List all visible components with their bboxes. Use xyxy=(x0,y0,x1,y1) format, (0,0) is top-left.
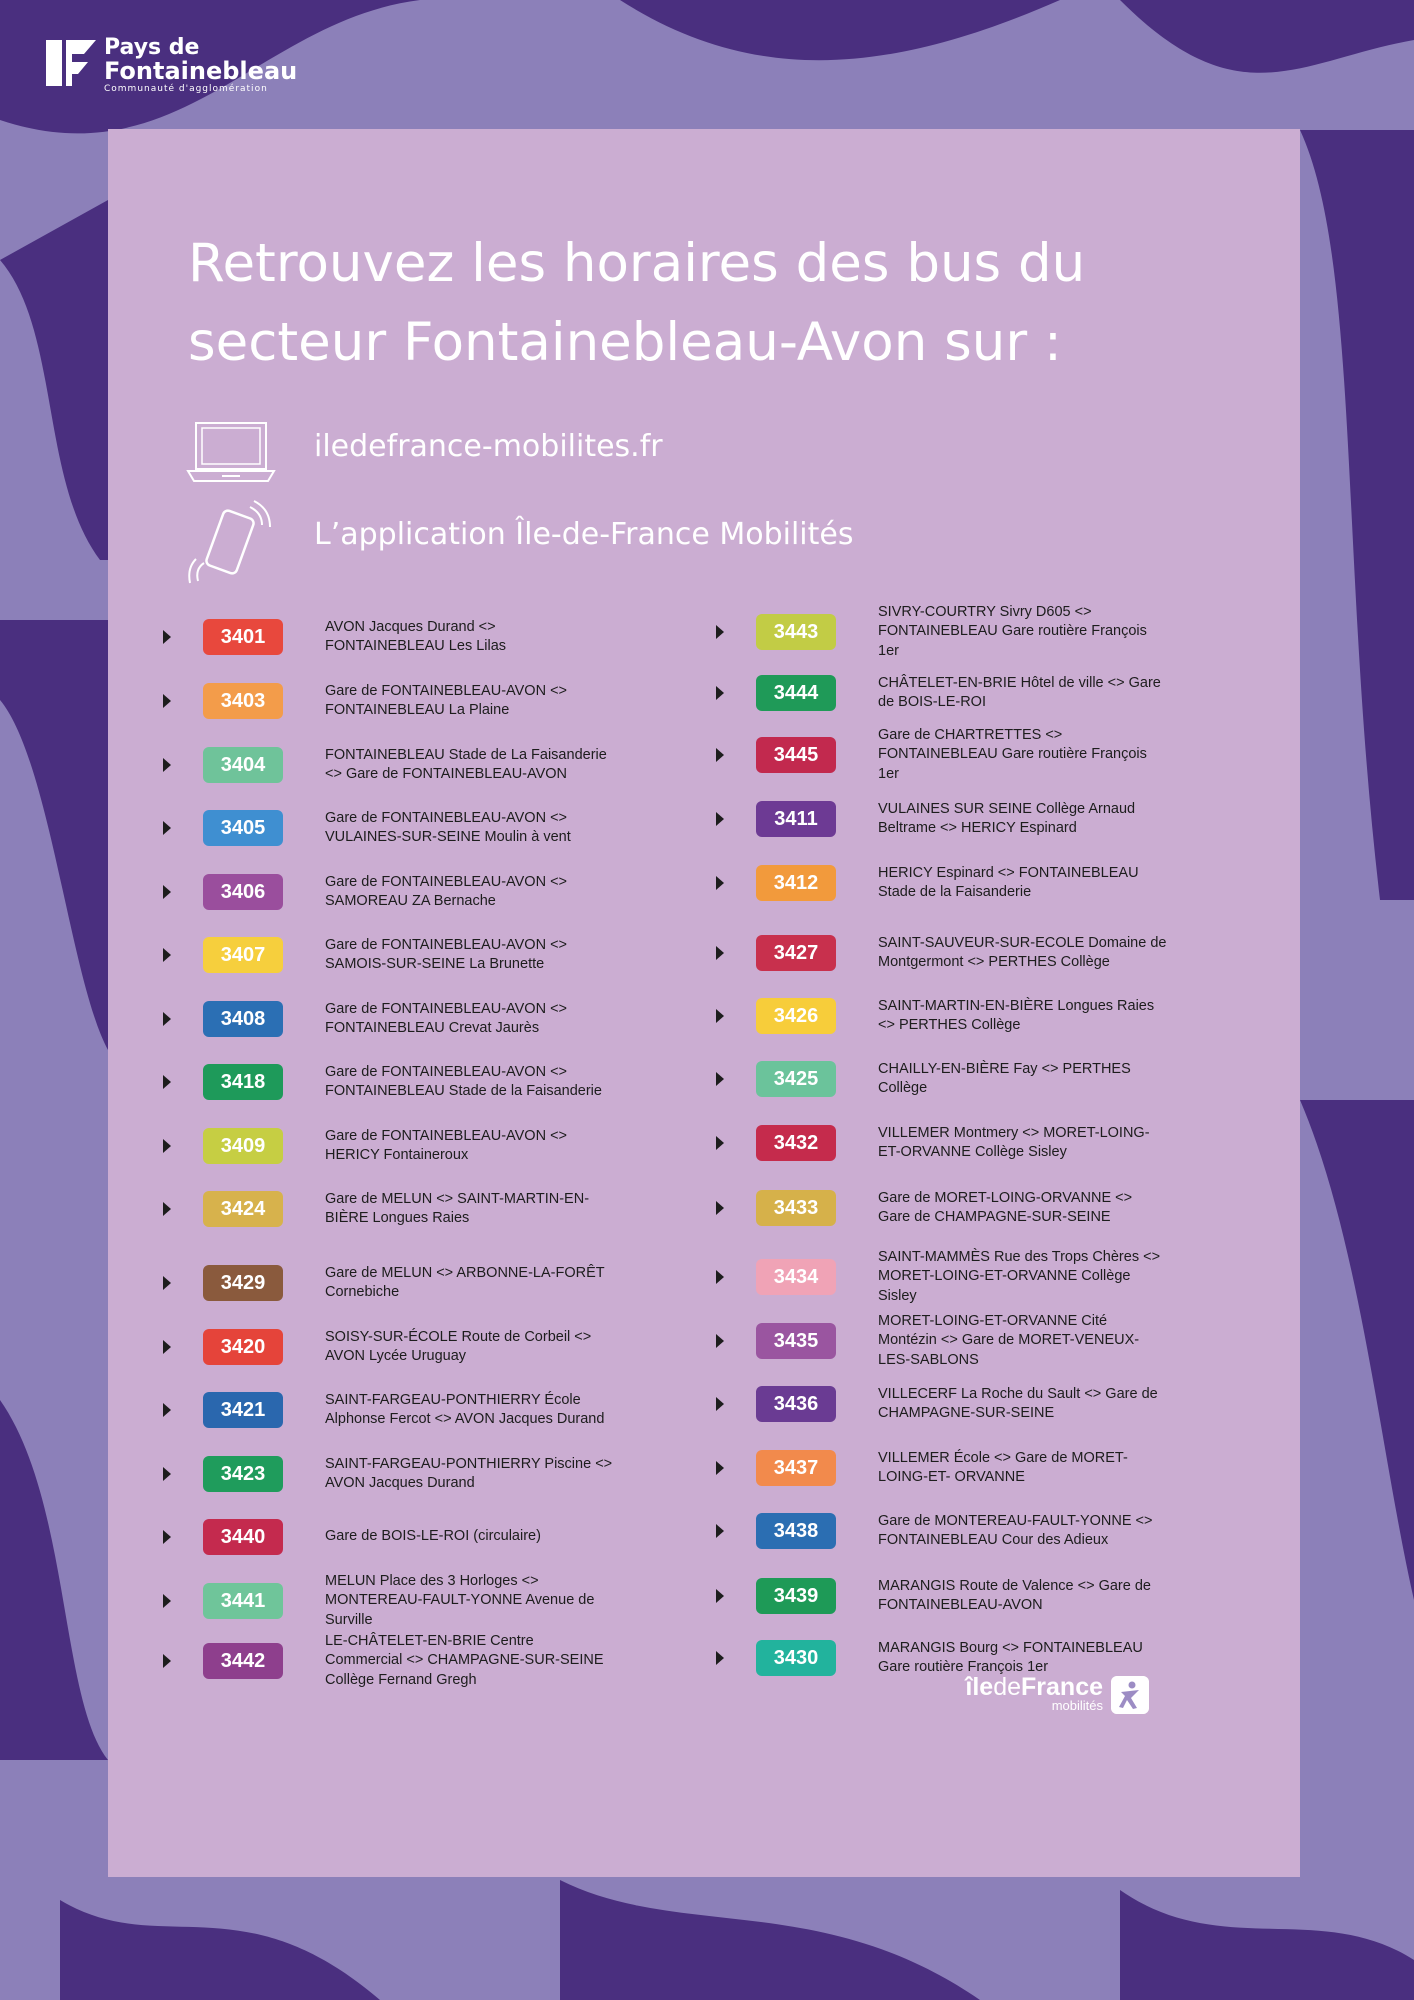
play-triangle-icon xyxy=(716,1334,724,1348)
route-number-badge[interactable]: 3440 xyxy=(203,1519,283,1555)
route-number-badge[interactable]: 3405 xyxy=(203,810,283,846)
info-panel xyxy=(108,129,1300,1877)
route-number-badge[interactable]: 3444 xyxy=(756,675,836,711)
route-number-badge[interactable]: 3438 xyxy=(756,1513,836,1549)
route-description: MELUN Place des 3 Horloges <> MONTEREAU-FAULT-YONNE Avenue de Surville xyxy=(325,1572,595,1628)
play-triangle-icon xyxy=(716,946,724,960)
route-description: Gare de MORET-LOING-ORVANNE <> Gare de CHAMPAGNE-SUR-SEINE xyxy=(878,1189,1133,1225)
play-triangle-icon xyxy=(716,625,724,639)
route-description: FONTAINEBLEAU Stade de La Faisanderie <> Gare de FONTAINEBLEAU-AVON xyxy=(325,746,607,782)
pays-de-fontainebleau-logo xyxy=(42,34,302,94)
route-description: LE-CHÂTELET-EN-BRIE Centre Commercial <> CHAMPAGNE-SUR-SEINE Collège Fernand Gregh xyxy=(325,1632,604,1688)
play-triangle-icon xyxy=(163,821,171,835)
headline-line-2: secteur Fontainebleau-Avon sur : xyxy=(188,312,1062,373)
route-description: Gare de CHARTRETTES <> FONTAINEBLEAU Gare routière François 1er xyxy=(878,726,1147,782)
play-triangle-icon xyxy=(163,1276,171,1290)
route-number-badge[interactable]: 3443 xyxy=(756,614,836,650)
route-description: AVON Jacques Durand <> FONTAINEBLEAU Les Lilas xyxy=(325,618,507,654)
route-number-badge[interactable]: 3442 xyxy=(203,1643,283,1679)
route-number-badge[interactable]: 3408 xyxy=(203,1001,283,1037)
play-triangle-icon xyxy=(163,1403,171,1417)
route-description: CHAILLY-EN-BIÈRE Fay <> PERTHES Collège xyxy=(878,1060,1131,1096)
play-triangle-icon xyxy=(163,1202,171,1216)
route-number-badge[interactable]: 3406 xyxy=(203,874,283,910)
idf-subtitle: mobilités xyxy=(1051,1698,1103,1713)
route-number-badge[interactable]: 3409 xyxy=(203,1128,283,1164)
route-number-badge[interactable]: 3411 xyxy=(756,801,836,837)
route-description: MARANGIS Bourg <> FONTAINEBLEAU Gare routière François 1er xyxy=(878,1639,1143,1675)
route-number-badge[interactable]: 3404 xyxy=(203,747,283,783)
idf-word-de: de xyxy=(993,1673,1022,1701)
play-triangle-icon xyxy=(716,876,724,890)
play-triangle-icon xyxy=(163,630,171,644)
route-number-badge[interactable]: 3426 xyxy=(756,998,836,1034)
website-link[interactable]: iledefrance-mobilites.fr xyxy=(314,429,663,464)
route-number-badge[interactable]: 3437 xyxy=(756,1450,836,1486)
route-description: Gare de FONTAINEBLEAU-AVON <> SAMOIS-SUR-SEINE La Brunette xyxy=(325,936,568,972)
play-triangle-icon xyxy=(163,694,171,708)
play-triangle-icon xyxy=(163,1654,171,1668)
route-number-badge[interactable]: 3433 xyxy=(756,1190,836,1226)
route-description: SOISY-SUR-ÉCOLE Route de Corbeil <> AVON Lycée Uruguay xyxy=(325,1328,592,1364)
route-description: Gare de FONTAINEBLEAU-AVON <> FONTAINEBLEAU Crevat Jaurès xyxy=(325,1000,568,1036)
play-triangle-icon xyxy=(163,1075,171,1089)
route-description: Gare de FONTAINEBLEAU-AVON <> VULAINES-SUR-SEINE Moulin à vent xyxy=(325,809,571,845)
route-number-badge[interactable]: 3439 xyxy=(756,1578,836,1614)
play-triangle-icon xyxy=(163,1467,171,1481)
laptop-icon xyxy=(186,419,276,485)
route-description: Gare de BOIS-LE-ROI (circulaire) xyxy=(325,1528,541,1544)
fontainebleau-emblem-icon xyxy=(42,34,100,92)
route-description: SIVRY-COURTRY Sivry D605 <> FONTAINEBLEAU Gare routière François 1er xyxy=(878,603,1147,659)
route-description: Gare de MONTEREAU-FAULT-YONNE <> FONTAINEBLEAU Cour des Adieux xyxy=(878,1512,1153,1548)
route-number-badge[interactable]: 3427 xyxy=(756,935,836,971)
route-number-badge[interactable]: 3424 xyxy=(203,1191,283,1227)
route-number-badge[interactable]: 3445 xyxy=(756,737,836,773)
play-triangle-icon xyxy=(163,1530,171,1544)
play-triangle-icon xyxy=(716,1270,724,1284)
play-triangle-icon xyxy=(716,1397,724,1411)
route-description: Gare de MELUN <> SAINT-MARTIN-EN-BIÈRE Longues Raies xyxy=(325,1190,590,1226)
route-description: VILLEMER Montmery <> MORET-LOING-ET-ORVANNE Collège Sisley xyxy=(878,1124,1150,1160)
route-description: VILLEMER École <> Gare de MORET-LOING-ET- ORVANNE xyxy=(878,1449,1128,1485)
play-triangle-icon xyxy=(716,1009,724,1023)
route-description: SAINT-MARTIN-EN-BIÈRE Longues Raies <> PERTHES Collège xyxy=(878,997,1155,1033)
play-triangle-icon xyxy=(716,1072,724,1086)
route-number-badge[interactable]: 3434 xyxy=(756,1259,836,1295)
play-triangle-icon xyxy=(716,1651,724,1665)
page-title xyxy=(188,224,1238,382)
route-description: SAINT-FARGEAU-PONTHIERRY École Alphonse Fercot <> AVON Jacques Durand xyxy=(325,1391,605,1427)
route-description: Gare de MELUN <> ARBONNE-LA-FORÊT Cornebiche xyxy=(325,1264,605,1300)
headline-line-1: Retrouvez les horaires des bus du xyxy=(188,233,1086,294)
route-description: Gare de FONTAINEBLEAU-AVON <> FONTAINEBLEAU La Plaine xyxy=(325,682,568,718)
route-number-badge[interactable]: 3436 xyxy=(756,1386,836,1422)
play-triangle-icon xyxy=(163,1340,171,1354)
play-triangle-icon xyxy=(716,1136,724,1150)
play-triangle-icon xyxy=(716,1201,724,1215)
route-description: SAINT-MAMMÈS Rue des Trops Chères <> MORET-LOING-ET-ORVANNE Collège Sisley xyxy=(878,1248,1161,1304)
iledefrance-mobilites-logo xyxy=(965,1672,1163,1720)
play-triangle-icon xyxy=(716,1524,724,1538)
route-number-badge[interactable]: 3403 xyxy=(203,683,283,719)
route-number-badge[interactable]: 3432 xyxy=(756,1125,836,1161)
play-triangle-icon xyxy=(163,1594,171,1608)
brand-line-2: Fontainebleau xyxy=(104,57,298,85)
route-number-badge[interactable]: 3407 xyxy=(203,937,283,973)
route-number-badge[interactable]: 3421 xyxy=(203,1392,283,1428)
route-description: MARANGIS Route de Valence <> Gare de FONTAINEBLEAU-AVON xyxy=(878,1577,1151,1613)
route-number-badge[interactable]: 3418 xyxy=(203,1064,283,1100)
route-number-badge[interactable]: 3420 xyxy=(203,1329,283,1365)
play-triangle-icon xyxy=(716,686,724,700)
route-description: SAINT-SAUVEUR-SUR-ECOLE Domaine de Montgermont <> PERTHES Collège xyxy=(878,934,1167,970)
route-number-badge[interactable]: 3429 xyxy=(203,1265,283,1301)
route-number-badge[interactable]: 3435 xyxy=(756,1323,836,1359)
play-triangle-icon xyxy=(163,1012,171,1026)
play-triangle-icon xyxy=(163,758,171,772)
smartphone-icon xyxy=(188,499,278,587)
brand-line-3: Communauté d'agglomération xyxy=(104,84,268,94)
idf-word-ile: île xyxy=(965,1673,994,1701)
play-triangle-icon xyxy=(716,1461,724,1475)
play-triangle-icon xyxy=(163,1139,171,1153)
route-number-badge[interactable]: 3412 xyxy=(756,865,836,901)
play-triangle-icon xyxy=(716,748,724,762)
route-number-badge[interactable]: 3423 xyxy=(203,1456,283,1492)
route-description: CHÂTELET-EN-BRIE Hôtel de ville <> Gare de BOIS-LE-ROI xyxy=(878,674,1161,710)
play-triangle-icon xyxy=(716,812,724,826)
route-description: Gare de FONTAINEBLEAU-AVON <> HERICY Fontaineroux xyxy=(325,1127,568,1163)
route-description: Gare de FONTAINEBLEAU-AVON <> SAMOREAU ZA Bernache xyxy=(325,873,568,909)
route-number-badge[interactable]: 3430 xyxy=(756,1640,836,1676)
route-number-badge[interactable]: 3425 xyxy=(756,1061,836,1097)
play-triangle-icon xyxy=(716,1589,724,1603)
route-description: SAINT-FARGEAU-PONTHIERRY Piscine <> AVON Jacques Durand xyxy=(325,1455,613,1491)
walking-person-icon xyxy=(1111,1676,1149,1714)
play-triangle-icon xyxy=(163,948,171,962)
brand-line-1: Pays de xyxy=(104,35,200,60)
play-triangle-icon xyxy=(163,885,171,899)
app-label[interactable]: L’application Île-de-France Mobilités xyxy=(314,517,854,552)
route-description: MORET-LOING-ET-ORVANNE Cité Montézin <> Gare de MORET-VENEUX-LES-SABLONS xyxy=(878,1312,1140,1368)
route-number-badge[interactable]: 3441 xyxy=(203,1583,283,1619)
route-description: VILLECERF La Roche du Sault <> Gare de CHAMPAGNE-SUR-SEINE xyxy=(878,1385,1158,1421)
route-description: Gare de FONTAINEBLEAU-AVON <> FONTAINEBLEAU Stade de la Faisanderie xyxy=(325,1063,602,1099)
route-description: VULAINES SUR SEINE Collège Arnaud Beltrame <> HERICY Espinard xyxy=(878,800,1136,836)
route-number-badge[interactable]: 3401 xyxy=(203,619,283,655)
route-description: HERICY Espinard <> FONTAINEBLEAU Stade de la Faisanderie xyxy=(878,864,1139,900)
idf-word-france: France xyxy=(1021,1673,1103,1701)
